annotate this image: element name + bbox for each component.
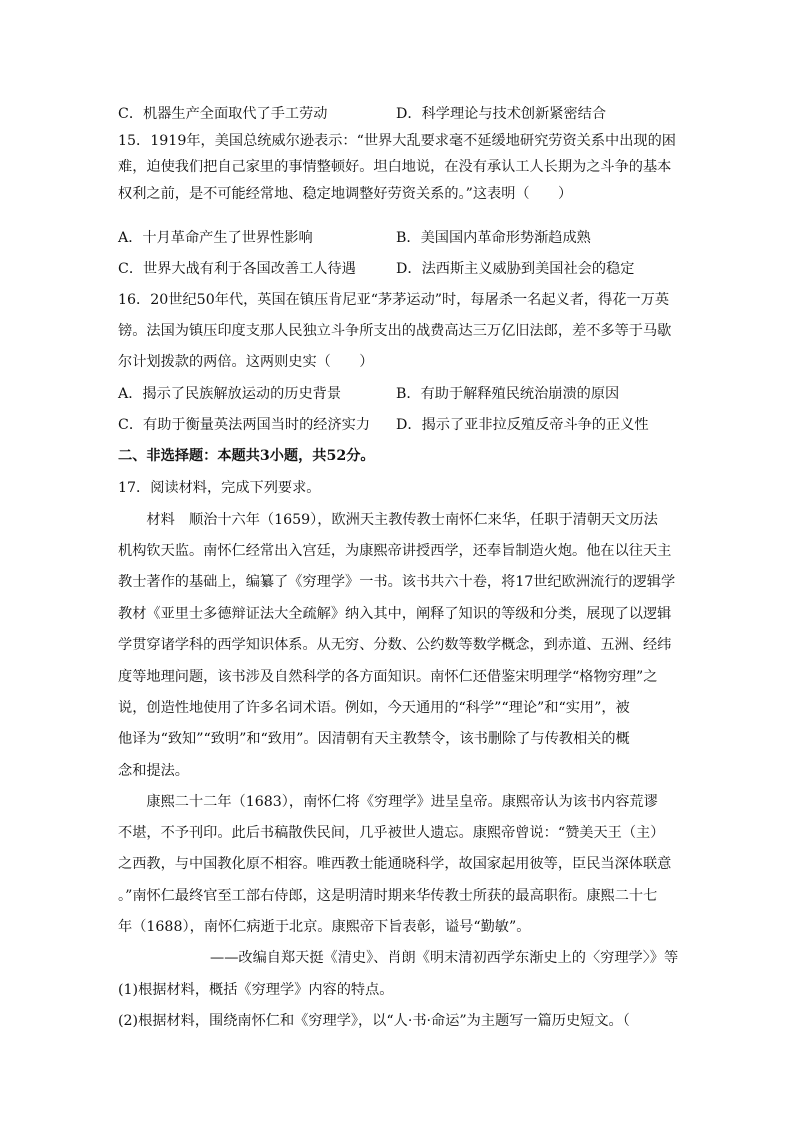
q17-material-line: 教士著作的基础上，编纂了《穷理学》一书。该书共六十卷，将17世纪欧洲流行的逻辑学 [118, 574, 676, 590]
q16-stem-line-3: 尔计划拨款的两倍。这两则史实（ ） [118, 354, 374, 370]
q15-option-c: C．世界大战有利于各国改善工人待遇 [118, 261, 356, 277]
q16-option-a: A．揭示了民族解放运动的历史背景 [118, 386, 342, 402]
q15-option-a: A．十月革命产生了世界性影响 [118, 230, 313, 246]
q17-material-line: 。”南怀仁最终官至工部右侍郎，这是明清时期来华传教士所获的最高职衔。康熙二十七 [118, 888, 658, 904]
q17-source-citation: ——改编自郑天挺《清史》、肖朗《明末清初西学东渐史上的〈穷理学〉》等 [210, 950, 679, 966]
q17-material-line: 念和提法。 [118, 763, 189, 779]
q17-material-line: 之西教，与中国教化原不相容。唯西教士能通晓科学，故国家起用彼等，臣民当深体联意 [118, 856, 672, 872]
q16-option-c: C．有助于衡量英法两国当时的经济实力 [118, 417, 371, 433]
q17-requirement-2: (2)根据材料，围绕南怀仁和《穷理学》，以“人·书·命运”为主题写一篇历史短文。（ [118, 1013, 630, 1029]
q16-stem-line-1: 16．20世纪50年代，英国在镇压肯尼亚“茅茅运动”时，每屠杀一名起义者，得花一万英 [118, 292, 670, 308]
q17-material-line: 学贯穿诸学科的西学知识体系。从无穷、分数、公约数等数学概念，到赤道、五洲、经纬 [118, 637, 672, 653]
q17-material-line: 康熙二十二年（1683），南怀仁将《穷理学》进呈皇帝。康熙帝认为该书内容荒谬 [118, 794, 658, 810]
q15-option-b: B．美国国内革命形势渐趋成熟 [396, 230, 591, 246]
q17-material-line: 机构钦天监。南怀仁经常出入宫廷，为康熙帝讲授西学，还奉旨制造火炮。他在以往天主 [118, 543, 672, 559]
q17-material-line: 教材《亚里士多德辩证法大全疏解》纳入其中，阐释了知识的等级和分类，展现了以逻辑 [118, 606, 672, 622]
q17-material-line: 说，创造性地使用了许多名词术语。例如，今天通用的“科学”“理论”和“实用”，被 [118, 700, 630, 716]
q15-stem-line-3: 权利之前，是不可能经常地、稳定地调整好劳资关系的。”这表明（ ） [118, 186, 573, 202]
q16-stem-line-2: 镑。法国为镇压印度支那人民独立斗争所支出的战费高达三万亿旧法郎，差不多等于马歇 [118, 323, 672, 339]
q17-material-line: 度等地理问题，该书涉及自然科学的各方面知识。南怀仁还借鉴宋明理学“格物穷理”之 [118, 669, 658, 685]
q15-stem-line-2: 难，迫使我们把自己家里的事情整顿好。坦白地说，在没有承认工人长期为之斗争的基本 [118, 159, 672, 175]
q15-option-d: D．法西斯主义威胁到美国社会的稳定 [396, 261, 635, 277]
section-heading: 二、非选择题：本题共3小题，共52分。 [118, 448, 375, 464]
q15-stem-line-1: 15．1919年，美国总统威尔逊表示：“世界大乱要求毫不延缓地研究劳资关系中出现的困 [118, 133, 676, 149]
q17-material-line: 材料 顺治十六年（1659），欧洲天主教传教士南怀仁来华，任职于清朝天文历法 [118, 512, 658, 528]
q16-option-b: B．有助于解释殖民统治崩溃的原因 [396, 386, 620, 402]
q14-option-c: C．机器生产全面取代了手工劳动 [118, 106, 328, 122]
q17-requirement-1: (1)根据材料，概括《穷理学》内容的特点。 [118, 982, 394, 998]
q14-option-d: D．科学理论与技术创新紧密结合 [396, 106, 607, 122]
q17-material-line: 年（1688），南怀仁病逝于北京。康熙帝下旨表彰，谥号“勤敏”。 [118, 919, 531, 935]
q17-intro: 17．阅读材料，完成下列要求。 [118, 480, 321, 496]
q17-material-line: 他译为“致知”“致明”和“致用”。因清朝有天主教禁令，该书删除了与传教相关的概 [118, 731, 630, 747]
q17-material-line: 不堪，不予刊印。此后书稿散佚民间，几乎被世人遗忘。康熙帝曾说：“赞美天王（主） [118, 825, 665, 841]
q16-option-d: D．揭示了亚非拉反殖反帝斗争的正义性 [396, 417, 649, 433]
